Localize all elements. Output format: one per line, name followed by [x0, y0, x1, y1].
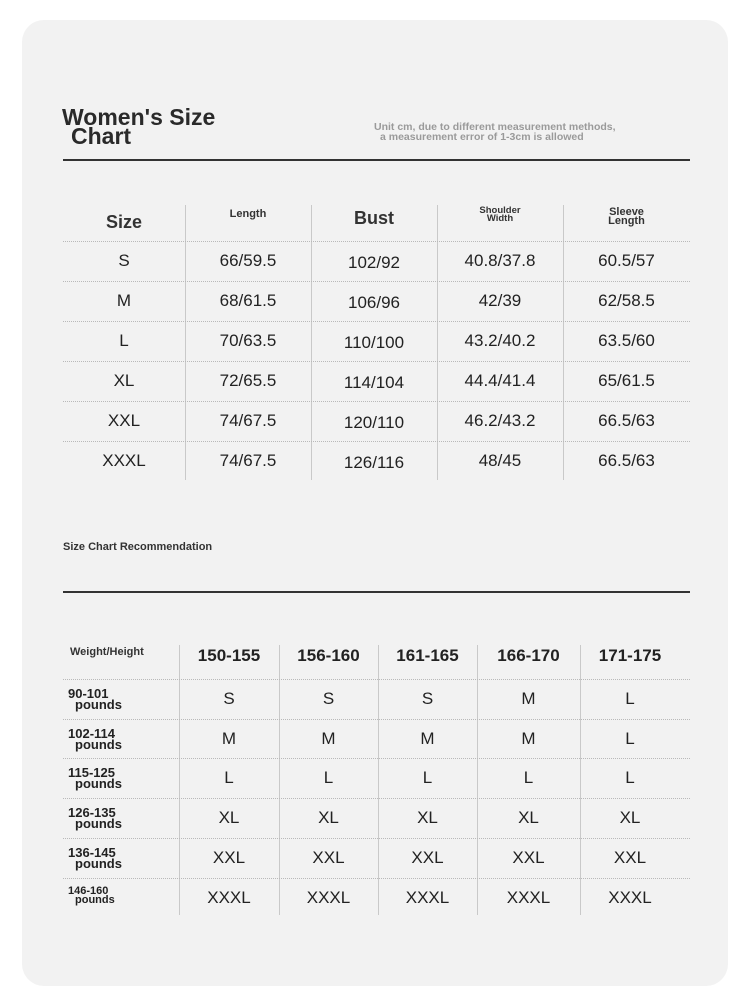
- recommended-size: L: [422, 768, 433, 787]
- recommended-size: S: [322, 689, 335, 708]
- title-line-1: Women's Size: [62, 104, 216, 130]
- recommended-size: M: [521, 689, 536, 708]
- corner-label: Weight/Height: [70, 646, 144, 658]
- recommended-size: L: [523, 768, 534, 787]
- recommended-size: L: [625, 729, 635, 748]
- recommended-size: M: [420, 729, 435, 748]
- header-shoulder-l2: Width: [486, 213, 514, 224]
- title-line-2: Chart: [71, 123, 132, 149]
- measurement-cell: 44.4/41.4: [464, 371, 536, 390]
- recommended-size: M: [221, 729, 237, 748]
- measurement-cell: 114/104: [343, 373, 405, 392]
- size-label: XL: [113, 371, 135, 390]
- header-shoulder-l1: Shoulder: [479, 205, 521, 216]
- weight-range: 146-160: [68, 885, 109, 897]
- measurement-cell: 43.2/40.2: [464, 331, 536, 350]
- measurement-cell: 63.5/60: [598, 331, 655, 350]
- weight-range: 136-145: [68, 845, 116, 860]
- height-header: 161-165: [396, 646, 459, 665]
- weight-label: [68, 847, 122, 869]
- weight-unit: pounds: [75, 697, 122, 712]
- height-header: 171-175: [598, 646, 662, 665]
- measurement-cell: 40.8/37.8: [464, 251, 536, 270]
- measurement-cell: 106/96: [348, 293, 400, 312]
- weight-label: [68, 887, 115, 905]
- recommended-size: XL: [417, 808, 438, 827]
- header-sleeve-length: [563, 207, 690, 227]
- divider: [63, 159, 690, 161]
- weight-unit: pounds: [75, 737, 122, 752]
- divider: [63, 591, 690, 593]
- recommended-size: L: [625, 689, 635, 708]
- weight-unit: pounds: [75, 816, 122, 831]
- header-bust: Bust: [354, 207, 394, 228]
- recommended-size: XL: [619, 808, 641, 827]
- measurement-cell: 66.5/63: [598, 411, 655, 430]
- header-shoulder-width: [437, 206, 563, 224]
- recommended-size: XXL: [613, 848, 647, 867]
- header-sleeve-l2: Length: [608, 215, 645, 227]
- measurement-cell: 120/110: [343, 413, 405, 432]
- measurement-note: [374, 122, 616, 142]
- measurement-cell: 102/92: [348, 253, 400, 272]
- recommended-size: M: [321, 729, 336, 748]
- recommended-size: XXXL: [207, 888, 251, 907]
- recommended-size: XL: [318, 808, 339, 827]
- recommended-size: XXXL: [306, 888, 351, 907]
- weight-label: [68, 688, 122, 710]
- measurement-cell: 62/58.5: [598, 291, 655, 310]
- recommended-size: L: [224, 768, 234, 787]
- size-label: M: [116, 291, 132, 310]
- size-label: XXXL: [102, 451, 146, 470]
- weight-range: 115-125: [68, 765, 115, 780]
- measurement-cell: 48/45: [478, 451, 522, 470]
- weight-label: [68, 767, 122, 789]
- height-header: 166-170: [497, 646, 560, 665]
- measurement-cell: 74/67.5: [219, 451, 277, 470]
- recommended-size: XXL: [512, 848, 545, 867]
- size-label: L: [119, 331, 129, 350]
- recommended-size: XXXL: [608, 888, 652, 907]
- recommended-size: L: [323, 768, 334, 787]
- recommended-size: XXL: [411, 848, 444, 867]
- section-title: Size Chart Recommendation: [63, 541, 213, 553]
- note-line-2: a measurement error of 1-3cm is allowed: [380, 131, 584, 143]
- measurement-cell: 126/116: [343, 453, 405, 472]
- measurement-cell: 74/67.5: [219, 411, 277, 430]
- measurement-cell: 110/100: [343, 333, 405, 352]
- height-header: 156-160: [297, 646, 360, 665]
- measurement-cell: 68/61.5: [219, 291, 277, 310]
- weight-range: 102-114: [68, 726, 115, 741]
- measurement-cell: 46.2/43.2: [464, 411, 536, 430]
- recommended-size: XXL: [212, 848, 246, 867]
- weight-range: 90-101: [68, 686, 109, 701]
- recommended-size: XL: [218, 808, 240, 827]
- measurement-cell: 66.5/63: [598, 451, 655, 470]
- recommended-size: L: [625, 768, 635, 787]
- weight-unit: pounds: [75, 894, 115, 906]
- size-label: S: [118, 251, 130, 270]
- header-size: Size: [105, 211, 143, 232]
- weight-unit: pounds: [75, 776, 122, 791]
- recommended-size: XXL: [312, 848, 345, 867]
- weight-range: 126-135: [68, 805, 116, 820]
- recommended-size: M: [521, 729, 536, 748]
- recommended-size: XL: [518, 808, 539, 827]
- measurement-cell: 42/39: [478, 291, 522, 310]
- recommended-size: XXXL: [506, 888, 551, 907]
- weight-label: [68, 807, 122, 829]
- measurement-cell: 72/65.5: [219, 371, 277, 390]
- recommended-size: S: [223, 689, 235, 708]
- measurement-cell: 65/61.5: [598, 371, 655, 390]
- recommended-size: XXXL: [405, 888, 450, 907]
- header-length: Length: [229, 208, 267, 220]
- page-title: [62, 104, 216, 149]
- header-sleeve-l1: Sleeve: [609, 206, 644, 218]
- measurement-cell: 60.5/57: [598, 251, 655, 270]
- size-label: XXL: [107, 411, 141, 430]
- measurement-cell: 70/63.5: [219, 331, 277, 350]
- weight-label: [68, 728, 122, 750]
- recommended-size: S: [421, 689, 434, 708]
- height-header: 150-155: [197, 646, 261, 665]
- weight-unit: pounds: [75, 856, 122, 871]
- note-line-1: Unit cm, due to different measurement methods,: [374, 121, 616, 133]
- measurement-cell: 66/59.5: [219, 251, 277, 270]
